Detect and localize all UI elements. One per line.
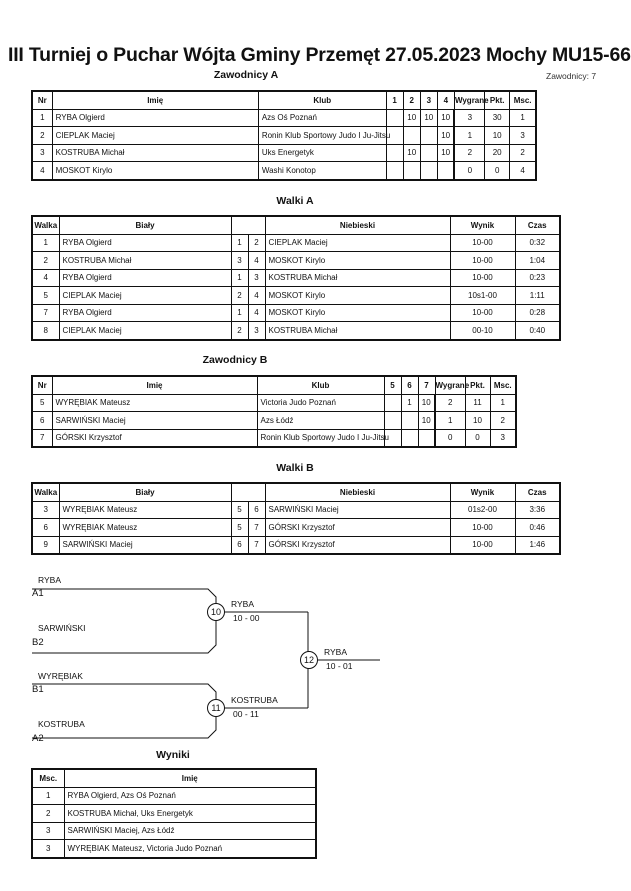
table-cell: WYRĘBIAK Mateusz, Victoria Judo Poznań	[64, 840, 316, 858]
pool-b-table	[31, 375, 517, 448]
table-cell: 3	[32, 822, 64, 840]
table-cell: 11	[465, 394, 490, 412]
table-cell: 10	[418, 394, 435, 412]
bracket-semi-2-winner: KOSTRUBA	[231, 695, 278, 705]
col-fight: Walka	[32, 483, 59, 501]
col-place: Msc.	[510, 91, 536, 109]
table-cell: 0	[485, 162, 510, 180]
fight-row	[32, 536, 560, 554]
table-cell: 4	[248, 252, 265, 270]
table-cell: KOSTRUBA Michał	[59, 252, 231, 270]
fights-b-header-row	[32, 483, 560, 501]
table-cell: 2	[248, 234, 265, 252]
table-cell	[386, 162, 403, 180]
table-cell: GÓRSKI Krzysztof	[265, 519, 450, 537]
fights-b-table	[31, 482, 561, 555]
table-cell	[418, 429, 435, 447]
col-opp-4: 4	[437, 91, 454, 109]
bracket-slot-1: A1	[32, 588, 44, 599]
table-cell: 0	[435, 429, 465, 447]
table-cell: 0:40	[515, 322, 560, 340]
bracket-line-semi-2	[32, 684, 216, 738]
table-cell	[384, 394, 401, 412]
table-cell: 5	[32, 287, 59, 305]
table-cell: KOSTRUBA Michał, Uks Energetyk	[64, 805, 316, 823]
col-points: Pkt.	[485, 91, 510, 109]
col-place: Msc.	[32, 769, 64, 787]
col-opp-1: 1	[386, 91, 403, 109]
table-cell: 1:46	[515, 536, 560, 554]
table-cell: 4	[32, 269, 59, 287]
fights-a-header-row	[32, 216, 560, 234]
col-nr: Nr	[32, 376, 52, 394]
competitors-count: Zawodnicy: 7	[546, 71, 597, 81]
table-cell: KOSTRUBA Michał	[265, 269, 450, 287]
table-cell: MOSKOT Kirylo	[265, 252, 450, 270]
col-points: Pkt.	[465, 376, 490, 394]
table-cell: 10-00	[450, 234, 515, 252]
bracket-semi-1-score: 10 - 00	[233, 613, 260, 623]
col-opp-7: 7	[418, 376, 435, 394]
table-cell: 3	[32, 840, 64, 858]
table-cell: 4	[32, 162, 52, 180]
table-cell	[386, 109, 403, 127]
col-result: Wynik	[450, 216, 515, 234]
bracket-semi-2-score: 00 - 11	[233, 709, 259, 719]
fights-a-table	[31, 215, 561, 341]
table-cell: 10s1-00	[450, 287, 515, 305]
bracket-semi-1-winner: RYBA	[231, 599, 254, 609]
col-opp-2: 2	[403, 91, 420, 109]
table-cell: 10-00	[450, 269, 515, 287]
table-cell: 3	[248, 269, 265, 287]
fight-row	[32, 234, 560, 252]
table-cell: SARWIŃSKI Maciej	[59, 536, 231, 554]
table-cell	[403, 127, 420, 145]
table-cell	[420, 162, 437, 180]
table-cell: 1	[231, 304, 248, 322]
table-cell: RYBA Olgierd	[52, 109, 258, 127]
table-cell: 10-00	[450, 519, 515, 537]
results-row	[32, 840, 316, 858]
table-cell: 6	[248, 501, 265, 519]
bracket-entrant-1: RYBA	[38, 575, 61, 585]
table-cell: 10	[437, 144, 454, 162]
table-cell: 3	[231, 252, 248, 270]
table-cell: 3	[32, 144, 52, 162]
table-cell: 5	[231, 519, 248, 537]
table-cell: 1	[510, 109, 536, 127]
pool-a-row	[32, 109, 536, 127]
table-cell: Victoria Judo Poznań	[257, 394, 384, 412]
fight-row	[32, 252, 560, 270]
table-cell: 20	[485, 144, 510, 162]
table-cell: 2	[510, 144, 536, 162]
fights-b-title: Walki B	[276, 462, 314, 474]
table-cell: 9	[32, 536, 59, 554]
table-cell: 0	[454, 162, 484, 180]
table-cell: 1:04	[515, 252, 560, 270]
table-cell: MOSKOT Kirylo	[52, 162, 258, 180]
pool-b-row	[32, 394, 516, 412]
table-cell: 2	[32, 127, 52, 145]
bracket-slot-2: B2	[32, 637, 44, 648]
pool-b-row	[32, 412, 516, 430]
table-cell: RYBA Olgierd, Azs Oś Poznań	[64, 787, 316, 805]
results-table	[31, 768, 317, 859]
col-blue: Niebieski	[265, 483, 450, 501]
page-title: III Turniej o Puchar Wójta Gminy Przemęt 27.05.2023 Mochy MU15-66	[8, 44, 631, 66]
table-cell	[420, 144, 437, 162]
table-cell: 10	[418, 412, 435, 430]
col-club: Klub	[258, 91, 386, 109]
col-name: Imię	[52, 91, 258, 109]
table-cell: 2	[231, 287, 248, 305]
table-cell: Azs Łódź	[257, 412, 384, 430]
table-cell: 7	[248, 519, 265, 537]
bracket-entrant-2: SARWIŃSKI	[38, 623, 86, 633]
table-cell: 10-00	[450, 304, 515, 322]
bracket-entrant-3: WYRĘBIAK	[38, 671, 83, 681]
table-cell: 7	[32, 304, 59, 322]
table-cell: MOSKOT Kirylo	[265, 304, 450, 322]
table-cell	[401, 429, 418, 447]
table-cell: 6	[32, 412, 52, 430]
table-cell: 2	[231, 322, 248, 340]
table-cell: 1	[231, 269, 248, 287]
fight-row	[32, 519, 560, 537]
fight-row	[32, 304, 560, 322]
table-cell: SARWIŃSKI Maciej	[52, 412, 257, 430]
pool-a-row	[32, 144, 536, 162]
table-cell: 1	[435, 412, 465, 430]
table-cell: Uks Energetyk	[258, 144, 386, 162]
table-cell: 1:11	[515, 287, 560, 305]
bracket-final-score: 10 - 01	[326, 661, 353, 671]
col-fight: Walka	[32, 216, 59, 234]
table-cell: Ronin Klub Sportowy Judo I Ju-Jitsu	[258, 127, 386, 145]
col-name: Imię	[52, 376, 257, 394]
table-cell: 2	[490, 412, 516, 430]
table-cell: 10	[437, 127, 454, 145]
col-club: Klub	[257, 376, 384, 394]
col-pair	[231, 483, 265, 501]
table-cell: 10-00	[450, 536, 515, 554]
bracket-fight-11: 11	[207, 699, 225, 717]
table-cell: RYBA Olgierd	[59, 234, 231, 252]
col-opp-5: 5	[384, 376, 401, 394]
bracket-fight-10: 10	[207, 603, 225, 621]
table-cell	[403, 162, 420, 180]
table-cell: 3	[510, 127, 536, 145]
table-cell	[437, 162, 454, 180]
table-cell: 10-00	[450, 252, 515, 270]
table-cell: 1	[32, 234, 59, 252]
table-cell: GÓRSKI Krzysztof	[265, 536, 450, 554]
table-cell: 10	[485, 127, 510, 145]
results-row	[32, 787, 316, 805]
table-cell: 3	[32, 501, 59, 519]
table-cell	[384, 412, 401, 430]
table-cell: Azs Oś Poznań	[258, 109, 386, 127]
table-cell: Ronin Klub Sportowy Judo I Ju-Jitsu	[257, 429, 384, 447]
bracket-line-semi-1	[32, 589, 216, 653]
pool-a-row	[32, 127, 536, 145]
table-cell: 5	[231, 501, 248, 519]
fight-row	[32, 322, 560, 340]
table-cell: 4	[248, 287, 265, 305]
table-cell: WYRĘBIAK Mateusz	[59, 519, 231, 537]
pool-a-table	[31, 90, 537, 181]
fight-row	[32, 287, 560, 305]
table-cell: 2	[454, 144, 484, 162]
results-row	[32, 805, 316, 823]
table-cell: 8	[32, 322, 59, 340]
bracket-slot-4: A2	[32, 733, 44, 744]
pool-b-title: Zawodnicy B	[202, 354, 268, 366]
table-cell: 3:36	[515, 501, 560, 519]
table-cell: 1	[231, 234, 248, 252]
col-time: Czas	[515, 483, 560, 501]
table-cell: 10	[437, 109, 454, 127]
table-cell: 00-10	[450, 322, 515, 340]
table-cell: 1	[454, 127, 484, 145]
table-cell: 7	[248, 536, 265, 554]
table-cell: 3	[248, 322, 265, 340]
table-cell	[386, 144, 403, 162]
col-opp-6: 6	[401, 376, 418, 394]
table-cell: 10	[465, 412, 490, 430]
col-white: Biały	[59, 216, 231, 234]
table-cell: 6	[231, 536, 248, 554]
col-place: Msc.	[490, 376, 516, 394]
table-cell: 0:46	[515, 519, 560, 537]
bracket-fight-12: 12	[300, 651, 318, 669]
col-pair	[231, 216, 265, 234]
pool-b-header-row	[32, 376, 516, 394]
table-cell: 1	[32, 109, 52, 127]
results-row	[32, 822, 316, 840]
table-cell: CIEPLAK Maciej	[59, 287, 231, 305]
table-cell: 10	[420, 109, 437, 127]
table-cell	[401, 412, 418, 430]
table-cell: 0	[465, 429, 490, 447]
bracket-final-winner: RYBA	[324, 647, 347, 657]
results-title: Wyniki	[156, 749, 190, 761]
col-result: Wynik	[450, 483, 515, 501]
table-cell: 7	[32, 429, 52, 447]
table-cell: 6	[32, 519, 59, 537]
table-cell: 10	[403, 109, 420, 127]
table-cell: 1	[32, 787, 64, 805]
table-cell: Washi Konotop	[258, 162, 386, 180]
col-white: Biały	[59, 483, 231, 501]
table-cell: 4	[510, 162, 536, 180]
col-blue: Niebieski	[265, 216, 450, 234]
table-cell: SARWIŃSKI Maciej	[265, 501, 450, 519]
table-cell: 0:23	[515, 269, 560, 287]
col-time: Czas	[515, 216, 560, 234]
fight-row	[32, 501, 560, 519]
table-cell: CIEPLAK Maciej	[52, 127, 258, 145]
table-cell: GÓRSKI Krzysztof	[52, 429, 257, 447]
table-cell: 1	[401, 394, 418, 412]
table-cell: 3	[454, 109, 484, 127]
table-cell: CIEPLAK Maciej	[59, 322, 231, 340]
table-cell: 2	[435, 394, 465, 412]
table-cell: 2	[32, 252, 59, 270]
col-opp-3: 3	[420, 91, 437, 109]
table-cell: 01s2-00	[450, 501, 515, 519]
pool-b-row	[32, 429, 516, 447]
col-wins: Wygrane	[435, 376, 465, 394]
pool-a-row	[32, 162, 536, 180]
table-cell: 4	[248, 304, 265, 322]
table-cell: KOSTRUBA Michał	[265, 322, 450, 340]
col-nr: Nr	[32, 91, 52, 109]
results-header-row	[32, 769, 316, 787]
table-cell: 2	[32, 805, 64, 823]
table-cell: 3	[490, 429, 516, 447]
table-cell: SARWIŃSKI Maciej, Azs Łódź	[64, 822, 316, 840]
col-name: Imię	[64, 769, 316, 787]
table-cell: KOSTRUBA Michał	[52, 144, 258, 162]
pool-a-title: Zawodnicy A	[213, 69, 279, 81]
table-cell: 0:28	[515, 304, 560, 322]
bracket-slot-3: B1	[32, 684, 44, 695]
table-cell: 0:32	[515, 234, 560, 252]
table-cell: 1	[490, 394, 516, 412]
bracket-entrant-4: KOSTRUBA	[38, 719, 85, 729]
fights-a-title: Walki A	[276, 195, 314, 207]
table-cell: WYRĘBIAK Mateusz	[59, 501, 231, 519]
table-cell: 30	[485, 109, 510, 127]
table-cell: 5	[32, 394, 52, 412]
table-cell: MOSKOT Kirylo	[265, 287, 450, 305]
table-cell: CIEPLAK Maciej	[265, 234, 450, 252]
table-cell: RYBA Olgierd	[59, 269, 231, 287]
pool-a-header-row	[32, 91, 536, 109]
fight-row	[32, 269, 560, 287]
table-cell: 10	[403, 144, 420, 162]
col-wins: Wygrane	[454, 91, 484, 109]
table-cell: RYBA Olgierd	[59, 304, 231, 322]
table-cell: WYRĘBIAK Mateusz	[52, 394, 257, 412]
table-cell	[420, 127, 437, 145]
